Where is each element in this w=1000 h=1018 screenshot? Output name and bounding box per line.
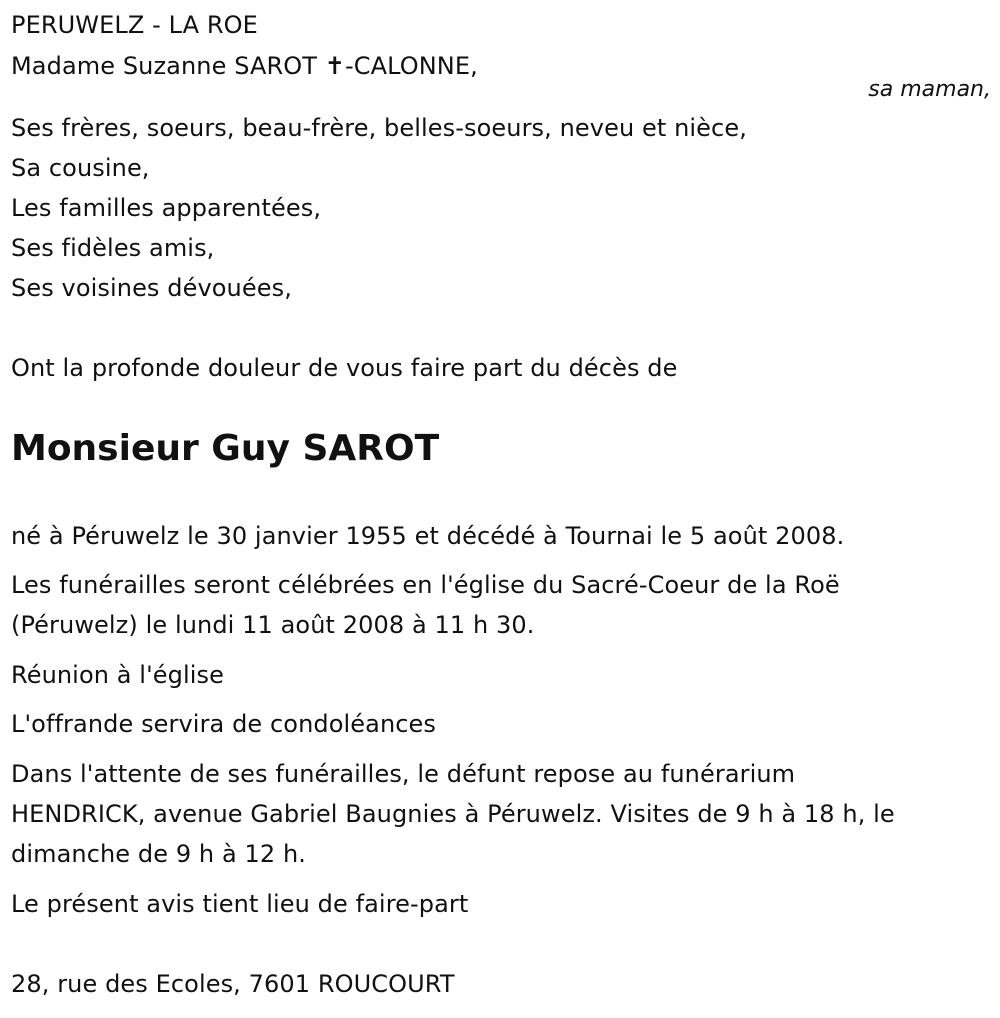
announcement-text: Ont la profonde douleur de vous faire part du décès de xyxy=(11,354,678,382)
obituary-notice xyxy=(11,0,991,1018)
repose-text-line-2: HENDRICK, avenue Gabriel Baugnies à Péruwelz. Visites de 9 h à 18 h, le xyxy=(11,800,895,828)
deceased-name: Monsieur Guy SAROT xyxy=(11,428,440,469)
family-line-neighbours: Ses voisines dévouées, xyxy=(11,274,292,302)
repose-text-line-1: Dans l'attente de ses funérailles, le défunt repose au funérarium xyxy=(11,760,796,788)
family-line-cousin: Sa cousine, xyxy=(11,154,150,182)
spouse-role: sa maman, xyxy=(868,77,991,102)
notice-text: Le présent avis tient lieu de faire-part xyxy=(11,890,469,918)
address-text: 28, rue des Ecoles, 7601 ROUCOURT xyxy=(11,970,455,998)
spouse-name: Madame Suzanne SAROT xyxy=(11,52,325,80)
funeral-text-line-2: (Péruwelz) le lundi 11 août 2008 à 11 h 30. xyxy=(11,611,535,639)
funeral-text-line-1: Les funérailles seront célébrées en l'église du Sacré-Coeur de la Roë xyxy=(11,571,840,599)
offering-text: L'offrande servira de condoléances xyxy=(11,710,437,738)
birth-death-text: né à Péruwelz le 30 janvier 1955 et décédé à Tournai le 5 août 2008. xyxy=(11,522,845,550)
place-heading: PERUWELZ - LA ROE xyxy=(11,11,258,39)
family-line-relatives: Les familles apparentées, xyxy=(11,194,322,222)
repose-text-line-3: dimanche de 9 h à 12 h. xyxy=(11,840,307,868)
family-line-siblings: Ses frères, soeurs, beau-frère, belles-soeurs, neveu et nièce, xyxy=(11,114,747,142)
meeting-text: Réunion à l'église xyxy=(11,661,224,689)
cross-icon: ✝ xyxy=(324,52,345,80)
spouse-maiden-name: -CALONNE, xyxy=(344,52,478,80)
family-line-friends: Ses fidèles amis, xyxy=(11,234,215,262)
spouse-line xyxy=(11,46,478,86)
